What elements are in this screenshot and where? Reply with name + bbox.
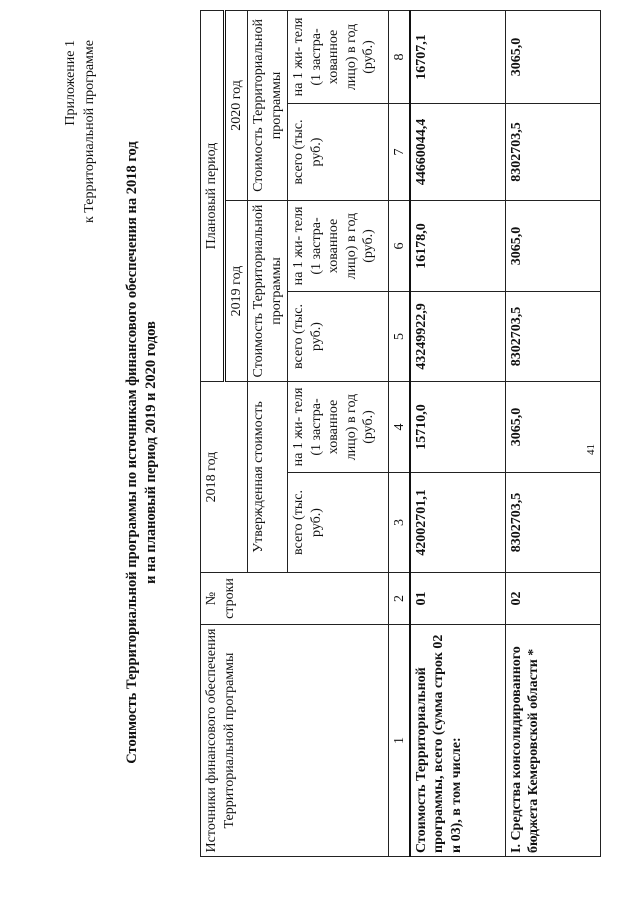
column-number-1: 1	[389, 625, 410, 857]
cell-per-capita-2019: 3065,0	[505, 201, 600, 292]
header-approved-cost: Утвержденная стоимость	[248, 382, 288, 573]
header-year-2020: 2020 год	[224, 10, 248, 200]
column-number-8: 8	[389, 10, 410, 103]
header-total-2018: всего (тыс. руб.)	[288, 473, 389, 573]
appendix-note	[62, 40, 100, 223]
header-per-capita-2018: на 1 жи- теля (1 застра- хованное лицо) в год (руб.)	[288, 382, 389, 473]
header-planning-period: Плановый период	[201, 10, 225, 381]
appendix-line-2: к Территориальной программе	[81, 40, 97, 224]
column-number-5: 5	[389, 292, 410, 382]
column-number-3: 3	[389, 473, 410, 573]
cell-per-capita-2020: 3065,0	[505, 10, 600, 103]
column-number-7: 7	[389, 104, 410, 201]
header-per-capita-2019: на 1 жи- теля (1 застра- хованное лицо) в год (руб.)	[288, 201, 389, 292]
title-line-1: Стоимость Территориальной программы по источникам финансового обеспечения на 2018 год	[124, 141, 140, 764]
page-number: 41	[585, 444, 597, 455]
cell-total-2018: 8302703,5	[505, 473, 600, 573]
cost-table	[200, 10, 601, 857]
header-year-2019: 2019 год	[224, 201, 248, 382]
cell-per-capita-2020: 16707,1	[410, 10, 506, 103]
appendix-line-1: Приложение 1	[63, 40, 78, 126]
cell-total-2018: 42002701,1	[410, 473, 506, 573]
cell-per-capita-2019: 16178,0	[410, 201, 506, 292]
cell-per-capita-2018: 15710,0	[410, 382, 506, 473]
column-number-4: 4	[389, 382, 410, 473]
document-title	[123, 0, 161, 905]
header-year-2018: 2018 год	[201, 382, 248, 573]
header-per-capita-2020: на 1 жи- теля (1 застра- хованное лицо) в год (руб.)	[288, 10, 389, 103]
cell-total-2019: 43249922,9	[410, 292, 506, 382]
row-number: 01	[410, 573, 506, 625]
row-source: I. Средства консолидированного бюджета Кемеровской области *	[505, 625, 600, 857]
header-total-2020: всего (тыс. руб.)	[288, 104, 389, 201]
column-number-6: 6	[389, 201, 410, 292]
header-source: Источники финансового обеспечения Территориальной программы	[201, 625, 389, 857]
cost-table-wrapper	[200, 11, 601, 857]
table-row	[505, 10, 600, 856]
header-program-cost-2019: Стоимость Территориальной программы	[248, 201, 288, 382]
cell-total-2019: 8302703,5	[505, 292, 600, 382]
header-row-no: № строки	[201, 573, 389, 625]
cell-total-2020: 8302703,5	[505, 104, 600, 201]
cell-per-capita-2018: 3065,0	[505, 382, 600, 473]
header-total-2019: всего (тыс. руб.)	[288, 292, 389, 382]
header-program-cost-2020: Стоимость Территориальной программы	[248, 10, 288, 200]
row-number: 02	[505, 573, 600, 625]
title-line-2: и на плановый период 2019 и 2020 годов	[142, 321, 159, 584]
row-source: Стоимость Территориальной программы, всего (сумма строк 02 и 03), в том числе:	[410, 625, 506, 857]
cell-total-2020: 44660044,4	[410, 104, 506, 201]
table-row	[410, 10, 506, 856]
column-number-2: 2	[389, 573, 410, 625]
